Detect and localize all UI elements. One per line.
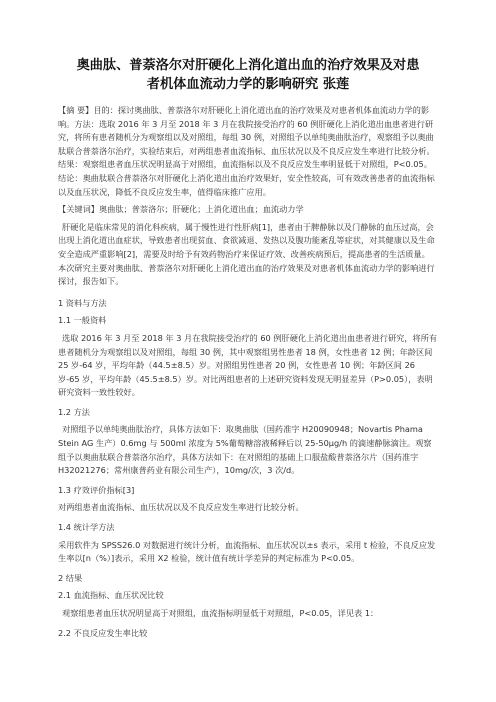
section-text: 采用软件为 SPSS26.0 对数据进行统计分析，血流指标、血压状况以±s 表示，采用 t 检验，不良反应发生率以[n（%）]表示，采用 X2 检验，统计值有统计学差异的判定标准为 P<0.05。 [58,539,436,564]
section-heading: 1.3 疗效评价指标[3] [58,484,135,495]
section-text: 选取 2016 年 3 月至 2018 年 3 月在我院接受治疗的 60 例肝硬化上消化道出血患者进行研究，将所有患者随机分为观察组以及对照组，每组 30 例，其中观察组男性患者 18 例，女性患者 12 例；年龄区间 25 岁-64 岁，平均年龄（44.5±8.5）岁。对照组男性患者 20 例，女性患者 10 例；年龄区间 26 岁-65 岁，平均年龄（45.5±8.5）岁。对比两组患者的上述研究资料发现无明显差异（P>0.05），表明研究资料一致性较好。 [58,332,438,398]
intro-paragraph: 肝硬化是临床常见的消化科疾病，属于慢性进行性肝病[1]，患者由于脾静脉以及门静脉的血压过高，会出现上消化道出血症状，导致患者出现贫血、食欲减退、发热以及腹功能紊乱等症状，对其健康以及生命安全造成严重影响[2]，需要及时给予有效药物治疗来保证疗效、改善疾病预后，提高患者的生活质量。本次研究主要对奥曲肽、普萘洛尔对肝硬化上消化道出血的治疗效果及对患者机体血流动力学的影响进行探讨，报告如下。 [58,221,435,287]
title-line-2: 者机体血流动力学的影响研究 张莲 [146,77,350,92]
section-heading: 2 结果 [58,572,83,583]
keywords: 【关键词】奥曲肽；普萘洛尔；肝硬化；上消化道出血；血流动力学 [58,204,304,215]
section-text: 对两组患者血流指标、血压状况以及不良反应发生率进行比较分析。 [58,502,304,513]
section-heading: 1.1 一般资料 [58,315,107,326]
article-title [58,56,438,94]
section-heading: 2.1 血流指标、血压状况比较 [58,590,164,601]
section-text: 对照组予以单纯奥曲肽治疗，具体方法如下：取奥曲肽（国药准字 H20090948；Novartis Phama Stein AG 生产）0.6mg 与 500ml 浓度为 5%葡萄糖溶液稀释后以 25-50μg/h 的滴速静脉滴注。观察组予以奥曲肽联合普萘洛尔治疗，具体方法如下：在对照组的基础上口服盐酸普萘洛尔片（国药准字 H32021276；常州康普药业有限公司生产），10mg/次，3 次/d。 [58,424,432,476]
title-line-1: 奥曲肽、普萘洛尔对肝硬化上消化道出血的治疗效果及对患 [76,58,420,73]
abstract: 【摘 要】目的：探讨奥曲肽、普萘洛尔对肝硬化上消化道出血的治疗效果及对患者机体血流动力学的影响。方法：选取 2016 年 3 月至 2018 年 3 月在我院接受治疗的 60 例肝硬化上消化道出血患者进行研究，将所有患者随机分为观察组以及对照组，每组 30 例，对照组予以单纯奥曲肽治疗，观察组予以奥曲肽联合普萘洛尔治疗，实验结束后，对两组患者血流指标、血压状况以及不良反应发生率进行比较分析。结果：观察组患者血压状况明显高于对照组，血流指标以及不良反应发生率明显低于对照组，P<0.05。结论：奥曲肽联合普萘洛尔对肝硬化上消化道出血治疗效果好，安全性较高，可有效改善患者的血流指标以及血压状况，降低不良反应发生率，值得临床推广应用。 [58,105,435,197]
section-heading: 1.2 方法 [58,406,90,417]
section-heading: 1.4 统计学方法 [58,522,115,533]
section-text: 观察组患者血压状况明显高于对照组，血流指标明显低于对照组，P<0.05，详见表 1： [62,608,379,618]
section-heading: 1 资料与方法 [58,297,107,308]
section-heading: 2.2 不良反应发生率比较 [58,627,148,638]
